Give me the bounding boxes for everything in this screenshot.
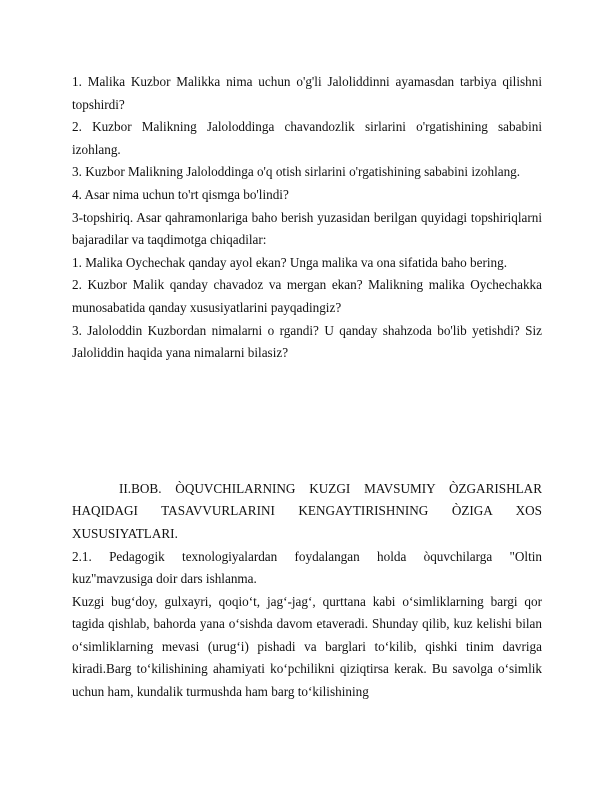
question-4: 4. Asar nima uchun to'rt qismga bo'lindi? xyxy=(72,186,289,202)
task3-item-1: 1. Malika Oychechak qanday ayol ekan? Unga malika va ona sifatida baho bering. xyxy=(72,254,508,270)
body-paragraph: Kuzgi bug‘doy, gulxayri, qoqio‘t, jag‘-jag‘, qurttana kabi o‘simliklarning bargi qor tagida qishlab, bahorda yana o‘sishda davom etaveradi. Shunday qilib, kuz kelishi bilan o‘simliklarning mevasi (urug‘i) pishadi va barglari to‘kilib, qishki tinim davriga kiradi.Barg to‘kilishining ahamiyati ko‘pchilikni qiziqtirsa kerak. Bu savolga o‘simlik uchun ham, kundalik turmushda ham barg to‘kilishining xyxy=(72,593,542,700)
section-gap xyxy=(72,365,542,478)
chapter-heading: II.BOB. ÒQUVCHILARNING KUZGI MAVSUMIY ÒZGARISHLAR HAQIDAGI TASAVVURLARINI KENGAYTIRISHNING ÒZIGA XOS XUSUSIYATLARI. xyxy=(72,480,542,541)
question-2: 2. Kuzbor Malikning Jaloloddinga chavandozlik sirlarini o'rgatishining sababini izohlang. xyxy=(72,119,542,157)
page-content xyxy=(72,71,542,704)
question-3: 3. Kuzbor Malikning Jaloloddinga o'q otish sirlarini o'rgatishining sababini izohlang. xyxy=(72,164,521,180)
task3-item-3: 3. Jaloloddin Kuzbordan nimalarni o rgandi? U qanday shahzoda bo'lib yetishdi? Siz Jaloliddin haqida yana nimalarni bilasiz? xyxy=(72,322,542,361)
question-1: 1. Malika Kuzbor Malikka nima uchun o'g'li Jaloliddinni ayamasdan tarbiya qilishni topshirdi? xyxy=(72,74,542,112)
task3-item-2: 2. Kuzbor Malik qanday chavadoz va mergan ekan? Malikning malika Oychechakka munosabatida qanday xususiyatlarini payqadingiz? xyxy=(72,277,542,315)
task3-intro: 3-topshiriq. Asar qahramonlariga baho berish yuzasidan berilgan quyidagi topshiriqlarni bajaradilar va taqdimotga chiqadilar: xyxy=(72,209,542,248)
section-title: 2.1. Pedagogik texnologiyalardan foydalangan holda òquvchilarga "Oltin kuz"mavzusiga doir dars ishlanma. xyxy=(72,548,542,587)
